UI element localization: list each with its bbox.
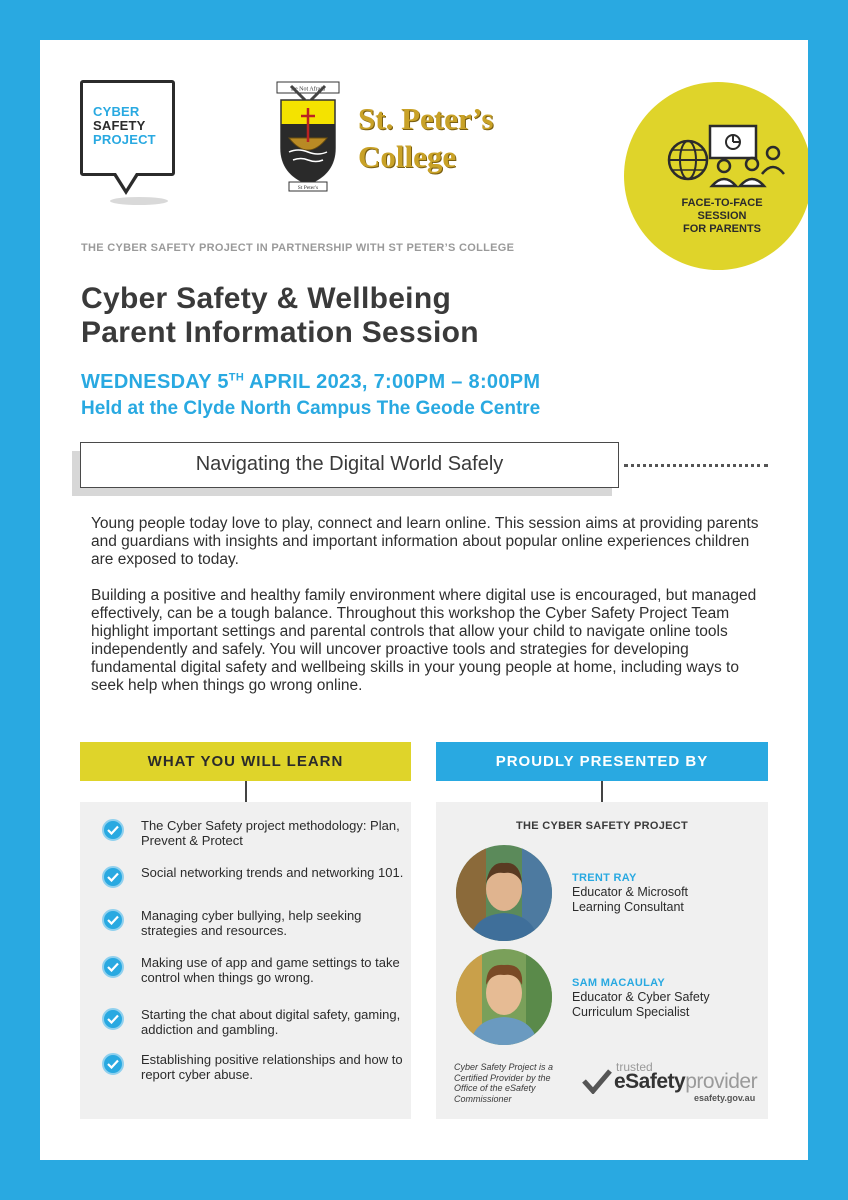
crest-motto: Be Not Afraid	[291, 86, 325, 93]
logo-line-3: PROJECT	[93, 132, 156, 147]
learn-item-text: Making use of app and game settings to take control when things go wrong.	[141, 955, 400, 985]
presenter-name: SAM MACAULAY	[572, 977, 666, 989]
presented-connector	[601, 781, 603, 802]
section-heading: Navigating the Digital World Safely	[80, 442, 619, 488]
learn-item-text: Establishing positive relationships and how to report cyber abuse.	[141, 1052, 403, 1082]
presenter-role-line-1: Educator & Microsoft	[572, 885, 689, 899]
college-crest-icon	[275, 78, 341, 194]
certified-provider-note: Cyber Safety Project is a Certified Provider by the Office of the eSafety Commissioner	[454, 1062, 554, 1104]
body-paragraph: Building a positive and healthy family environment where digital use is encouraged, but managed effectively, can be a tough balance. Throughout this workshop the Cyber Safety Project Team highlight important settings and parental controls that allow your child to navigate online tools independently and safely. You will uncover proactive tools and strategies for developing fundamental digital safety and wellbeing skills in your young people at home, including ways to seek help when things go wrong online.	[91, 587, 757, 694]
learn-connector	[245, 781, 247, 802]
event-date	[81, 371, 540, 394]
learn-item-text: Managing cyber bullying, help seeking strategies and resources.	[141, 908, 362, 938]
esafety-logo-text	[614, 1070, 757, 1094]
badge-line-2: SESSION	[697, 210, 747, 222]
cyber-safety-project-logo	[80, 80, 175, 176]
presenter-role-line-1: Educator & Cyber Safety	[572, 990, 710, 1004]
esafety-url: esafety.gov.au	[694, 1093, 756, 1103]
flyer-page	[40, 40, 808, 1160]
presenter-photo-sam	[456, 949, 552, 1045]
learn-heading: WHAT YOU WILL LEARN	[80, 742, 411, 781]
logo-line-1: CYBER	[93, 104, 140, 119]
presenter-role-line-2: Curriculum Specialist	[572, 1005, 690, 1019]
check-icon	[102, 909, 124, 931]
presenter-org: THE CYBER SAFETY PROJECT	[515, 820, 689, 832]
date-suffix: TH	[228, 371, 245, 384]
college-name	[358, 100, 493, 176]
check-icon	[102, 1008, 124, 1030]
learn-item-text: The Cyber Safety project methodology: Plan, Prevent & Protect	[141, 818, 400, 848]
presenter-role	[572, 990, 710, 1020]
check-icon	[102, 1053, 124, 1075]
partner-line: THE CYBER SAFETY PROJECT IN PARTNERSHIP WITH ST PETER’S COLLEGE	[81, 242, 515, 254]
esafety-check-icon	[582, 1068, 612, 1094]
presenter-photo-trent	[456, 845, 552, 941]
learn-item-text: Starting the chat about digital safety, gaming, addiction and gambling.	[141, 1007, 401, 1037]
logo-speech-tail-inner	[116, 173, 136, 189]
presented-heading: PROUDLY PRESENTED BY	[436, 742, 768, 781]
check-icon	[102, 866, 124, 888]
presenter-role	[572, 885, 688, 915]
event-venue: Held at the Clyde North Campus The Geode Centre	[81, 398, 541, 419]
learn-item-text: Social networking trends and networking 101.	[141, 865, 404, 880]
title-line-1: Cyber Safety & Wellbeing	[81, 282, 452, 315]
logo-shadow	[110, 197, 168, 205]
crest-scroll: St Peter's	[297, 185, 319, 191]
face-to-face-label	[660, 197, 784, 236]
page-title	[81, 282, 479, 350]
intro-paragraph: Young people today love to play, connect and learn online. This session aims at providing parents and guardians with insights and important information about popular online experiences children are exposed to today.	[91, 515, 759, 568]
date-main: WEDNESDAY 5	[81, 371, 229, 393]
badge-line-1: FACE-TO-FACE	[681, 197, 763, 209]
esafety-word-a: eSafety	[614, 1070, 686, 1093]
presenter-role-line-2: Learning Consultant	[572, 900, 684, 914]
badge-line-3: FOR PARENTS	[682, 223, 762, 235]
check-icon	[102, 819, 124, 841]
college-name-line-2: College	[358, 139, 457, 174]
dotted-divider	[624, 464, 768, 467]
college-name-line-1: St. Peter’s	[358, 101, 494, 136]
title-line-2: Parent Information Session	[81, 316, 479, 349]
presentation-icon	[666, 120, 790, 190]
date-time: APRIL 2023, 7:00PM – 8:00PM	[244, 371, 541, 393]
esafety-trusted-label: trusted	[616, 1060, 653, 1074]
logo-line-2: SAFETY	[93, 118, 146, 133]
esafety-word-b: provider	[685, 1070, 758, 1093]
presenter-name: TRENT RAY	[572, 872, 637, 884]
check-icon	[102, 956, 124, 978]
